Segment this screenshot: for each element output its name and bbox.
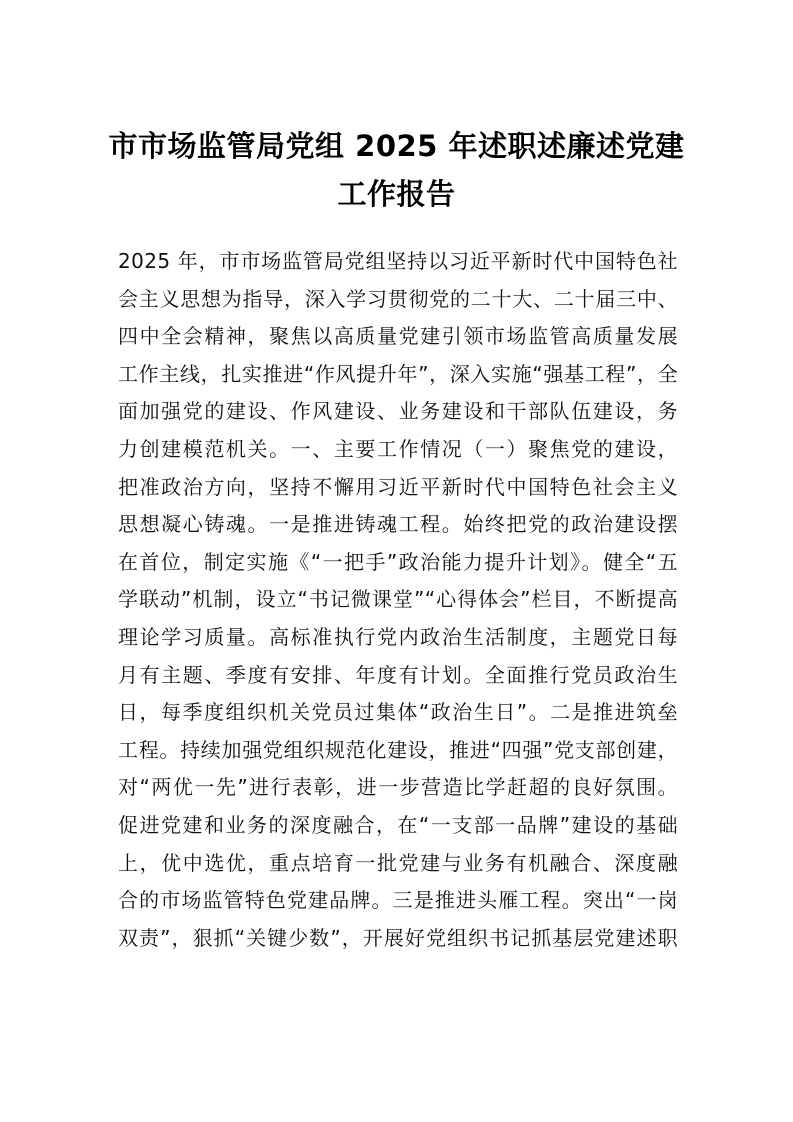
body-line: 把准政治方向，坚持不懈用习近平新时代中国特色社会主义 <box>118 474 678 499</box>
body-line: 理论学习质量。高标准执行党内政治生活制度，主题党日每 <box>118 624 678 649</box>
body-line: 会主义思想为指导，深入学习贯彻党的二十大、二十届三中、 <box>118 286 678 311</box>
body-line: 合的市场监管特色党建品牌。三是推进头雁工程。突出“一岗 <box>118 888 678 913</box>
body-line: 促进党建和业务的深度融合，在“一支部一品牌”建设的基础 <box>118 812 678 837</box>
body-line: 在首位，制定实施《“一把手”政治能力提升计划》。健全“五 <box>118 549 678 574</box>
body-line: 思想凝心铸魂。一是推进铸魂工程。始终把党的政治建设摆 <box>118 512 678 537</box>
body-line: 工程。持续加强党组织规范化建设，推进“四强”党支部创建， <box>118 737 678 762</box>
body-line: 力创建模范机关。一、主要工作情况（一）聚焦党的建设， <box>118 436 678 461</box>
body-line: 工作主线，扎实推进“作风提升年”，深入实施“强基工程”，全 <box>118 361 678 386</box>
document-body <box>118 243 678 957</box>
body-line: 四中全会精神，聚焦以高质量党建引领市场监管高质量发展 <box>118 324 678 349</box>
body-line: 2025 年，市市场监管局党组坚持以习近平新时代中国特色社 <box>118 249 678 273</box>
body-line: 学联动”机制，设立“书记微课堂”“心得体会”栏目，不断提高 <box>118 587 678 612</box>
body-line: 日，每季度组织机关党员过集体“政治生日”。二是推进筑垒 <box>118 700 678 725</box>
body-line: 面加强党的建设、作风建设、业务建设和干部队伍建设，务 <box>118 399 678 424</box>
body-line: 上，优中选优，重点培育一批党建与业务有机融合、深度融 <box>118 850 678 875</box>
document-title-line-1: 市市场监管局党组 2025 年述职述廉述党建 <box>108 129 685 163</box>
body-line: 对“两优一先”进行表彰，进一步营造比学赶超的良好氛围。 <box>118 775 678 800</box>
body-line: 月有主题、季度有安排、年度有计划。全面推行党员政治生 <box>118 662 678 687</box>
body-line: 双责”，狠抓“关键少数”，开展好党组织书记抓基层党建述职 <box>118 925 678 950</box>
document-title-line-2: 工作报告 <box>337 177 456 211</box>
